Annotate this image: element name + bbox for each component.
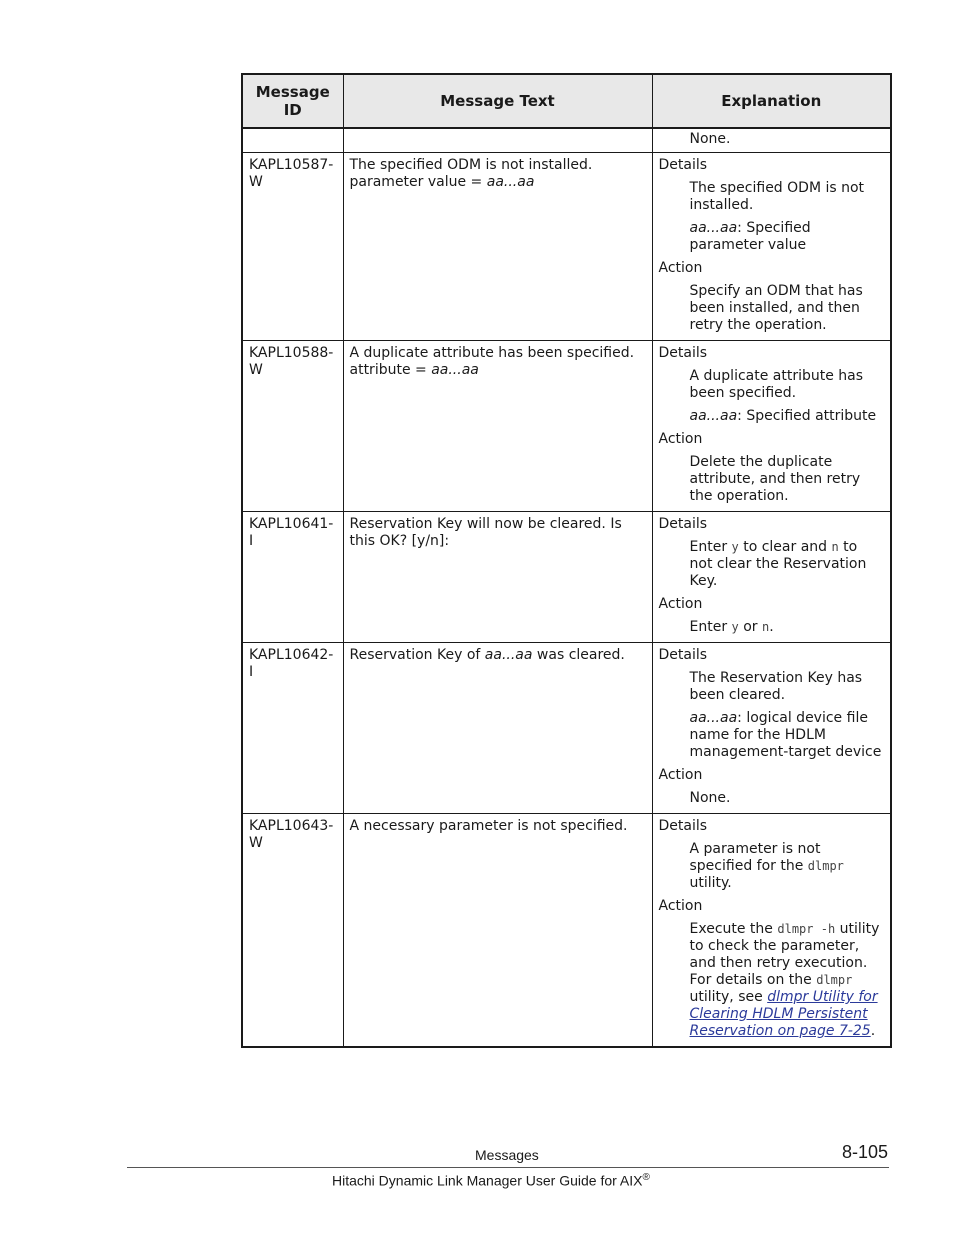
explanation bbox=[652, 643, 891, 814]
registered-mark: ® bbox=[642, 1172, 650, 1183]
footer-guide-title bbox=[332, 1172, 650, 1189]
details-label: Details bbox=[658, 647, 708, 663]
variable-text: aa...aa bbox=[689, 220, 738, 236]
table-row-continuation bbox=[242, 128, 891, 153]
message-text-part: The specified ODM is not installed. parameter value = bbox=[349, 157, 593, 190]
code-text: dlmpr bbox=[816, 973, 853, 987]
cell-id-empty bbox=[242, 128, 343, 153]
text-part: Enter bbox=[689, 619, 732, 635]
action-label: Action bbox=[658, 260, 703, 276]
details-text: The specified ODM is not installed. bbox=[689, 180, 865, 213]
text-part: Enter bbox=[689, 539, 732, 555]
text-part: to clear and bbox=[738, 539, 832, 555]
header-message-text: Message Text bbox=[343, 74, 652, 128]
details-text: The Reservation Key has been cleared. bbox=[689, 670, 863, 703]
message-id: KAPL10643-W bbox=[242, 814, 343, 1048]
text-part: A parameter is not specified for the bbox=[689, 841, 821, 874]
action-label: Action bbox=[658, 596, 703, 612]
details-text bbox=[690, 841, 885, 892]
action-label: Action bbox=[658, 767, 703, 783]
footer-section-name: Messages bbox=[475, 1147, 539, 1163]
text-part: utility, see bbox=[689, 989, 768, 1005]
action-label: Action bbox=[658, 898, 703, 914]
code-text: y bbox=[731, 540, 739, 554]
header-message-id: Message ID bbox=[242, 74, 343, 128]
message-table bbox=[241, 73, 892, 1048]
table-row bbox=[242, 153, 891, 341]
message-text bbox=[343, 341, 652, 512]
text-part: to not clear the Reservation Key. bbox=[689, 539, 867, 589]
table-row bbox=[242, 643, 891, 814]
table-row bbox=[242, 341, 891, 512]
action-text bbox=[690, 619, 885, 636]
message-text bbox=[343, 643, 652, 814]
message-text: A necessary parameter is not specified. bbox=[343, 814, 652, 1048]
variable-text: aa...aa bbox=[689, 408, 738, 424]
details-label: Details bbox=[658, 516, 708, 532]
variable-desc: : logical device file name for the HDLM management-target device bbox=[689, 710, 882, 760]
text-part: utility to check the parameter, and then retry execution. For details on the bbox=[689, 921, 880, 988]
explanation bbox=[652, 814, 891, 1048]
variable-text: aa...aa bbox=[689, 710, 738, 726]
text-part: or bbox=[738, 619, 762, 635]
message-text: Reservation Key will now be cleared. Is this OK? [y/n]: bbox=[343, 512, 652, 643]
action-text: None. bbox=[689, 790, 731, 806]
header-explanation: Explanation bbox=[652, 74, 891, 128]
table-row bbox=[242, 814, 891, 1048]
table-header-row bbox=[242, 74, 891, 128]
details-label: Details bbox=[658, 345, 708, 361]
message-id: KAPL10641-I bbox=[242, 512, 343, 643]
code-text: y bbox=[731, 620, 739, 634]
action-label: Action bbox=[658, 431, 703, 447]
message-text-part: Reservation Key of bbox=[349, 647, 485, 663]
explanation bbox=[652, 153, 891, 341]
cell-explanation bbox=[652, 128, 891, 153]
variable-desc: : Specified parameter value bbox=[689, 220, 811, 253]
guide-title-text: Hitachi Dynamic Link Manager User Guide for AIX bbox=[332, 1172, 643, 1189]
code-text: n bbox=[762, 620, 770, 634]
cross-reference-link[interactable]: dlmpr Utility for Clearing HDLM Persistent Reservation on page 7-25 bbox=[689, 989, 878, 1039]
details-text bbox=[690, 539, 885, 590]
message-text-part: was cleared. bbox=[532, 647, 625, 663]
action-text: None. bbox=[689, 131, 731, 147]
action-text: Delete the duplicate attribute, and then retry the operation. bbox=[689, 454, 861, 504]
variable-text: aa...aa bbox=[484, 647, 533, 663]
details-text: A duplicate attribute has been specified. bbox=[689, 368, 864, 401]
footer-divider bbox=[127, 1167, 889, 1168]
message-id: KAPL10588-W bbox=[242, 341, 343, 512]
code-text: dlmpr -h bbox=[777, 922, 836, 936]
details-label: Details bbox=[658, 818, 708, 834]
cell-text-empty bbox=[343, 128, 652, 153]
code-text: dlmpr bbox=[807, 859, 844, 873]
explanation bbox=[652, 512, 891, 643]
action-text bbox=[690, 921, 885, 1040]
text-part: . bbox=[870, 1023, 876, 1039]
page-number: 8-105 bbox=[841, 1142, 888, 1162]
message-id: KAPL10642-I bbox=[242, 643, 343, 814]
message-text bbox=[343, 153, 652, 341]
text-part: Execute the bbox=[689, 921, 778, 937]
variable-text: aa...aa bbox=[431, 362, 479, 378]
details-label: Details bbox=[658, 157, 708, 173]
details-variable bbox=[690, 220, 885, 254]
variable-text: aa...aa bbox=[486, 174, 535, 190]
details-variable bbox=[690, 408, 885, 425]
variable-desc: : Specified attribute bbox=[737, 408, 877, 424]
action-text: Specify an ODM that has been installed, and then retry the operation. bbox=[689, 283, 863, 333]
details-variable bbox=[690, 710, 885, 761]
text-part: . bbox=[769, 619, 774, 635]
message-id: KAPL10587-W bbox=[242, 153, 343, 341]
message-text-part: A duplicate attribute has been specified. attribute = bbox=[349, 345, 635, 378]
explanation bbox=[652, 341, 891, 512]
code-text: n bbox=[831, 540, 839, 554]
table-row bbox=[242, 512, 891, 643]
text-part: utility. bbox=[689, 875, 732, 891]
